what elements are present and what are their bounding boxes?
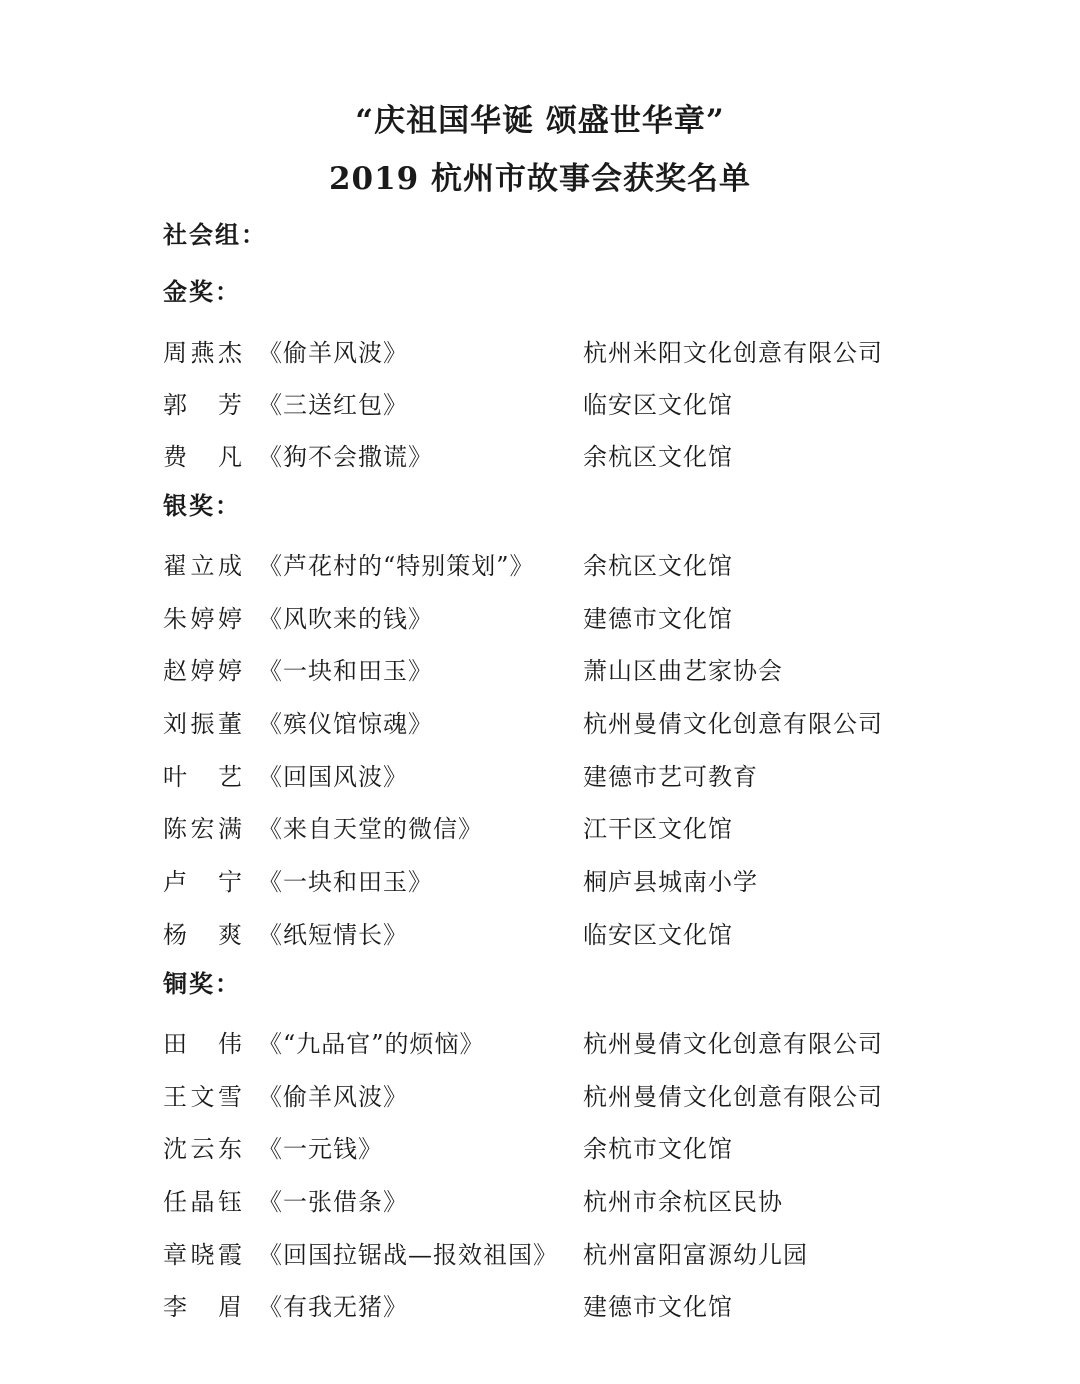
winner-name: 章晓霞	[163, 1241, 243, 1269]
work-title: 《一张借条》	[258, 1188, 408, 1216]
list-item	[0, 1024, 1080, 1058]
work-title: 《有我无猪》	[258, 1293, 408, 1321]
work-title: 《三送红包》	[258, 391, 408, 419]
list-item	[0, 809, 1080, 843]
work-title: 《殡仪馆惊魂》	[258, 710, 433, 738]
organization: 余杭区文化馆	[583, 552, 733, 580]
title-line-2: 2019 杭州市故事会获奖名单	[328, 161, 752, 197]
winner-name: 刘振董	[163, 710, 243, 738]
gold-heading: 金奖：	[163, 277, 241, 306]
winner-name: 王文雪	[163, 1083, 243, 1111]
work-title: 《一元钱》	[258, 1135, 383, 1163]
list-item	[0, 385, 1080, 419]
work-title: 《纸短情长》	[258, 921, 408, 949]
winner-name: 赵婷婷	[163, 657, 243, 685]
work-title: 《“九品官”的烦恼》	[258, 1030, 485, 1058]
organization: 萧山区曲艺家协会	[583, 657, 783, 685]
list-item	[0, 437, 1080, 471]
list-item	[0, 599, 1080, 633]
work-title: 《一块和田玉》	[258, 657, 433, 685]
organization: 建德市文化馆	[583, 605, 733, 633]
bronze-heading: 铜奖：	[163, 969, 241, 998]
work-title: 《回国风波》	[258, 763, 408, 791]
work-title: 《芦花村的“特别策划”》	[258, 552, 535, 580]
work-title: 《回国拉锯战—报效祖国》	[258, 1241, 558, 1269]
organization: 余杭区文化馆	[583, 443, 733, 471]
organization: 杭州曼倩文化创意有限公司	[583, 1083, 883, 1111]
winner-name: 郭 芳	[163, 391, 243, 419]
organization: 杭州曼倩文化创意有限公司	[583, 710, 883, 738]
organization: 建德市艺可教育	[583, 763, 758, 791]
winner-name: 沈云东	[163, 1135, 243, 1163]
winner-name: 周燕杰	[163, 339, 243, 367]
list-item	[0, 1182, 1080, 1216]
winner-name: 朱婷婷	[163, 605, 243, 633]
silver-heading: 银奖：	[163, 491, 241, 520]
organization: 建德市文化馆	[583, 1293, 733, 1321]
list-item	[0, 915, 1080, 949]
organization: 杭州曼倩文化创意有限公司	[583, 1030, 883, 1058]
list-item	[0, 704, 1080, 738]
list-item	[0, 651, 1080, 685]
list-item	[0, 1077, 1080, 1111]
list-item	[0, 862, 1080, 896]
work-title: 《狗不会撒谎》	[258, 443, 433, 471]
work-title: 《来自天堂的微信》	[258, 815, 483, 843]
winner-name: 任晶钰	[163, 1188, 243, 1216]
work-title: 《偷羊风波》	[258, 1083, 408, 1111]
organization: 杭州米阳文化创意有限公司	[583, 339, 883, 367]
winner-name: 田 伟	[163, 1030, 243, 1058]
organization: 余杭市文化馆	[583, 1135, 733, 1163]
organization: 杭州富阳富源幼儿园	[583, 1241, 808, 1269]
list-item	[0, 757, 1080, 791]
winner-name: 费 凡	[163, 443, 243, 471]
organization: 桐庐县城南小学	[583, 868, 758, 896]
organization: 临安区文化馆	[583, 921, 733, 949]
title-line-1: “庆祖国华诞 颂盛世华章”	[355, 103, 725, 139]
winner-name: 杨 爽	[163, 921, 243, 949]
work-title: 《偷羊风波》	[258, 339, 408, 367]
list-item	[0, 1287, 1080, 1321]
group-heading: 社会组：	[163, 220, 267, 249]
list-item	[0, 333, 1080, 367]
list-item	[0, 1235, 1080, 1269]
work-title: 《风吹来的钱》	[258, 605, 433, 633]
organization: 临安区文化馆	[583, 391, 733, 419]
list-item	[0, 546, 1080, 580]
list-item	[0, 1129, 1080, 1163]
winner-name: 李 眉	[163, 1293, 243, 1321]
winner-name: 陈宏满	[163, 815, 243, 843]
work-title: 《一块和田玉》	[258, 868, 433, 896]
winner-name: 叶 艺	[163, 763, 243, 791]
winner-name: 翟立成	[163, 552, 243, 580]
organization: 杭州市余杭区民协	[583, 1188, 783, 1216]
organization: 江干区文化馆	[583, 815, 733, 843]
winner-name: 卢 宁	[163, 868, 243, 896]
